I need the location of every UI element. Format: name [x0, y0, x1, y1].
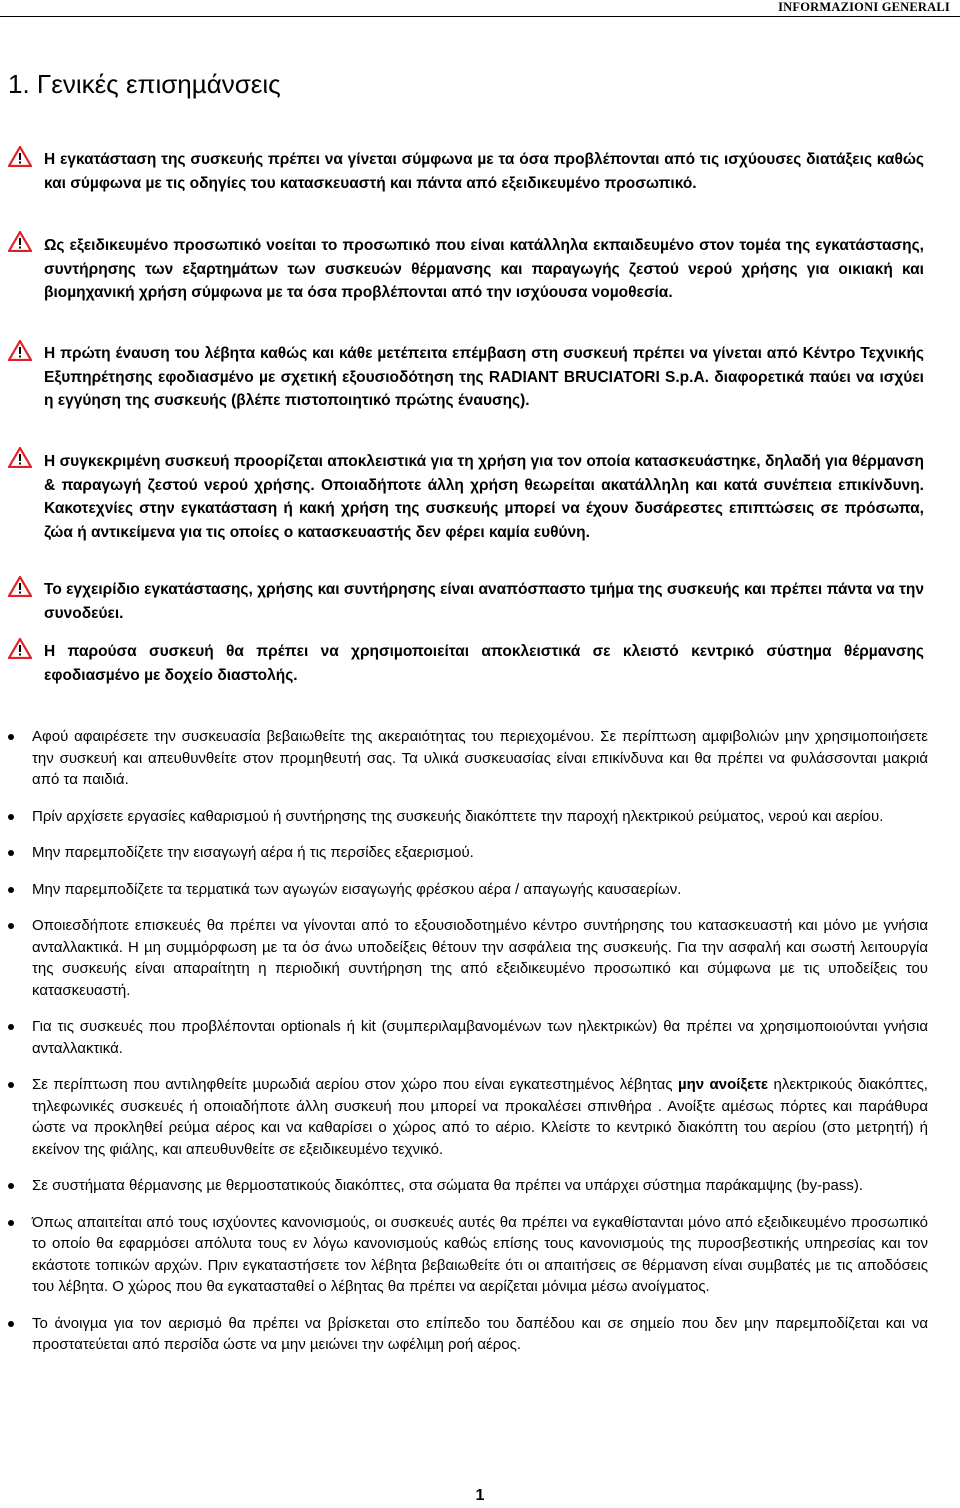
page-number: 1: [475, 1487, 485, 1504]
warning-text: Η εγκατάσταση της συσκευής πρέπει να γίνεται σύµφωνα µε τα όσα προβλέπονται από τις ισχύουσες διατάξεις καθώς και σύµφωνα µε τις οδηγίες του κατασκευαστή και πάντα από εξειδικευµένο προσωπικό.: [44, 151, 924, 192]
warning-text: Η συγκεκριµένη συσκευή προορίζεται αποκλειστικά για τη χρήση για τον οποία κατασκευάστηκε, δηλαδή για θέρµανση & παραγωγή ζεστού νερού χρήσης. Οποιαδήποτε άλλη χρήση θεωρείται ακατάλληλη και κατά συνέπεια επικίνδυνη. Κακοτεχνίες στην εγκατάσταση ή κακή χρήση της συσκευής µπορεί να έχουν δυσάρεστες επιπτώσεις σε πρόσωπα, ζώα ή αντικείµενα για τις οποίες ο κατασκευαστής δεν φέρει καµία ευθύνη.: [44, 453, 924, 541]
warning-text: Ως εξειδικευµένο προσωπικό νοείται το προσωπικό που είναι κατάλληλα εκπαιδευµένο στον τοµέα της εγκατάστασης, συντήρησης των εξαρτηµάτων των συσκευών θέρµανσης και παραγωγής ζεστού νερού χρήσης για οικιακή και βιοµηχανική χρήση σύµφωνα µε τα όσα προβλέπονται από την ισχύουσα νοµοθεσία.: [44, 237, 924, 301]
list-item-text: Αφού αφαιρέσετε την συσκευασία βεβαιωθείτε της ακεραιότητας του περιεχοµένου. Σε περίπτωση αµφιβολιών µην χρησιµοποιήσετε την συσκευή και απευθυνθείτε στον προµηθευτή σας. Τα υλικά συσκευασίας είναι επικίνδυνα και θα πρέπει να φυλάσσονται µακριά από τα παιδιά.: [32, 728, 928, 788]
bullet-dot-icon: [8, 734, 14, 740]
warning-triangle-icon: [8, 146, 32, 167]
list-item: [32, 1074, 928, 1160]
bullet-dot-icon: [8, 923, 14, 929]
running-header: INFORMAZIONI GENERALI: [778, 0, 950, 14]
bullet-dot-icon: [8, 1183, 14, 1189]
warning-triangle-icon: [8, 447, 32, 468]
bullet-dot-icon: [8, 887, 14, 893]
warning-triangle-icon: [8, 340, 32, 361]
list-item-text: Για τις συσκευές που προβλέπονται optionals ή kit (συµπεριλαµβανοµένων των ηλεκτρικών) θα πρέπει να χρησιµοποιούνται γνήσια ανταλλακτικά.: [32, 1018, 928, 1057]
list-item: [32, 1313, 928, 1356]
list-item-text-part: ηλεκτρικούς διακόπτες, τηλεφωνικές συσκευές ή οποιαδήποτε άλλη συσκευή που µπορεί να προκαλέσει σπινθήρα . Ανοίξτε αµέσως πόρτες και παράθυρα ώστε να προκληθεί ρεύµα αέρος και να καθαρίσει ο χώρος από το αέριο. Κλείστε το κεντρικό διακόπτη του αερίου (στο µετρητή) ή εκείνον της φιάλης, και απευθυνθείτε σε εξειδικευµένο τεχνικό.: [32, 1076, 928, 1158]
section-title: 1. Γενικές επισηµάνσεις: [8, 69, 281, 99]
list-item: [32, 842, 928, 864]
warning-text: Η πρώτη έναυση του λέβητα καθώς και κάθε µετέπειτα επέµβαση στη συσκευή πρέπει να γίνεται από Κέντρο Τεχνικής Εξυπηρέτησης εφοδιασµένο µε σχετική εξουσιοδότηση της RADIANT BRUCIATORI S.p.A. διαφορετικά παύει να ισχύει η εγγύηση της συσκευής (βλέπε πιστοποιητικό πρώτης έναυσης).: [44, 345, 924, 409]
warning-text: Η παρούσα συσκευή θα πρέπει να χρησιµοποιείται αποκλειστικά σε κλειστό κεντρικό σύστηµα θέρµανσης εφοδιασµένο µε δοχείο διαστολής.: [44, 643, 924, 684]
warning-triangle-icon: [8, 638, 32, 659]
list-item-text: [32, 1076, 928, 1158]
list-item: [32, 726, 928, 791]
precautions-list: [32, 726, 928, 1371]
list-item-text: Το άνοιγµα για τον αερισµό θα πρέπει να βρίσκεται στο επίπεδο του δαπέδου και σε σηµείο που δεν µην παρεµποδίζεται και να προστατεύεται από περσίδα ώστε να µην µειώνει την ωφέλιµη ροή αέρος.: [32, 1314, 928, 1353]
list-item-text: Όπως απαιτείται από τους ισχύοντες κανονισµούς, οι συσκευές αυτές θα πρέπει να εγκαθίστανται µόνο από εξειδικευµένο προσωπικό το οποίο θα εφαρµόσει απόλυτα τους εν λόγω κανονισµούς καθώς επίσης τους κανονισµούς της πυροσβεστικής υπηρεσίας και τον εκάστοτε τοπικών αρχών. Πριν εγκαταστήσετε τον λέβητα βεβαιωθείτε ότι οι απαιτήσεις σε θέρµανση είναι συµβατές µε τις αποδόσεις του λέβητα. Ο χώρος που θα εγκατασταθεί ο λέβητας θα πρέπει να αερίζεται µόνιµα µέσω ανοίγµατος.: [32, 1213, 928, 1295]
bullet-dot-icon: [8, 1220, 14, 1226]
warning-text: Το εγχειρίδιο εγκατάστασης, χρήσης και συντήρησης είναι αναπόσπαστο τµήµα της συσκευής και πρέπει πάντα να την συνοδεύει.: [44, 581, 924, 622]
list-item-text: Μην παρεµποδίζετε τα τερµατικά των αγωγών εισαγωγής φρέσκου αέρα / απαγωγής καυσαερίων.: [32, 880, 682, 898]
warning-triangle-icon: [8, 231, 32, 252]
list-item: [32, 1212, 928, 1298]
list-item-text: Μην παρεµποδίζετε την εισαγωγή αέρα ή τις περσίδες εξαερισµού.: [32, 844, 474, 861]
bullet-dot-icon: [8, 1024, 14, 1030]
list-item-text: Πρίν αρχίσετε εργασίες καθαρισµού ή συντήρησης της συσκευής διακόπτετε την παροχή ηλεκτρικού ρεύµατος, νερού και αερίου.: [32, 807, 884, 825]
list-item: [32, 879, 928, 901]
header-divider: [0, 16, 960, 17]
list-item-text-part: Σε περίπτωση που αντιληφθείτε µυρωδιά αερίου στον χώρο που είναι εγκατεστηµένος λέβητας: [32, 1076, 678, 1093]
warning-triangle-icon: [8, 576, 32, 597]
bullet-dot-icon: [8, 850, 14, 856]
emphasis-text: µην ανοίξετε: [677, 1076, 769, 1093]
list-item-text: Σε συστήµατα θέρµανσης µε θερµοστατικούς διακόπτες, στα σώµατα θα πρέπει να υπάρχει σύστηµα παράκαµψης (by-pass).: [32, 1177, 863, 1194]
bullet-dot-icon: [8, 1321, 14, 1327]
list-item: [32, 1016, 928, 1059]
list-item: [32, 806, 928, 828]
bullet-dot-icon: [8, 814, 14, 820]
list-item-text: Οποιεσδήποτε επισκευές θα πρέπει να γίνονται από το εξουσιοδοτηµένο κέντρο συντήρησης του κατασκευαστή και µόνο µε γνήσια ανταλλακτικά. Η µη συµµόρφωση µε τα όσ άνω υποδείξεις θέτουν την ασφάλεια της συσκευής. Για την ασφαλή και σωστή λειτουργία της συσκευής είναι απαραίτητη η περιοδική συντήρηση της από εξειδικευµένο προσωπικό και σύµφωνα µε τις υποδείξεις του κατασκευαστή.: [32, 917, 928, 999]
bullet-dot-icon: [8, 1082, 14, 1088]
list-item: [32, 1175, 928, 1197]
list-item: [32, 915, 928, 1001]
